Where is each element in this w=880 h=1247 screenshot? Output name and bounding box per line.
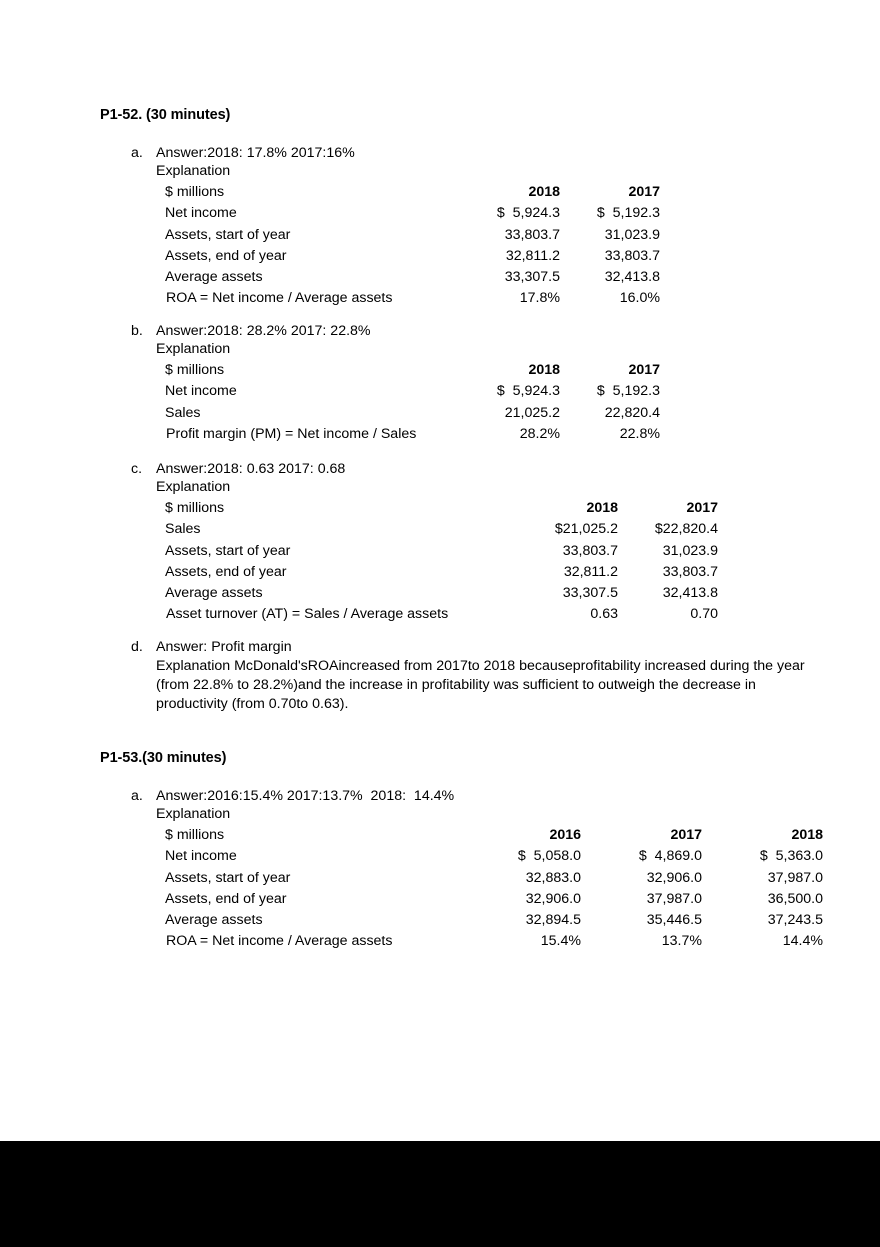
row-value: $ 5,192.3 bbox=[596, 383, 660, 400]
row-label: ROA = Net income / Average assets bbox=[166, 290, 393, 307]
row-value: 21,025.2 bbox=[504, 404, 560, 421]
row-value: $ 5,924.3 bbox=[496, 205, 560, 222]
part-explanation-label: Explanation bbox=[156, 341, 231, 357]
table-row bbox=[165, 889, 823, 910]
bottom-black-bar bbox=[0, 1141, 880, 1247]
part-explanation-label: Explanation bbox=[156, 163, 231, 179]
row-label: Assets, start of year bbox=[165, 869, 291, 886]
row-value: 32,811.2 bbox=[505, 247, 560, 264]
row-label: Average assets bbox=[165, 585, 263, 602]
row-value: $ 5,924.3 bbox=[496, 383, 560, 400]
part-marker: a. bbox=[131, 145, 143, 161]
table-header-row bbox=[165, 825, 823, 846]
row-label: ROA = Net income / Average assets bbox=[166, 933, 393, 950]
row-label: Asset turnover (AT) = Sales / Average assets bbox=[166, 606, 449, 623]
problem-heading-p1-53: P1-53.(30 minutes) bbox=[100, 750, 227, 766]
row-label: Profit margin (PM) = Net income / Sales bbox=[166, 425, 417, 442]
row-value: 32,883.0 bbox=[525, 869, 581, 886]
row-value: 33,803.7 bbox=[504, 226, 560, 243]
table-row-ratio bbox=[165, 604, 718, 625]
part-marker: c. bbox=[131, 461, 143, 477]
row-value: 32,413.8 bbox=[662, 585, 718, 602]
part-answer-text: Answer:2018: 0.63 2017: 0.68 bbox=[156, 461, 346, 477]
row-label: Net income bbox=[165, 383, 237, 400]
table-column-header: 2017 bbox=[628, 184, 660, 200]
financial-table bbox=[165, 360, 660, 445]
row-label: Sales bbox=[165, 521, 201, 538]
table-row bbox=[165, 541, 718, 562]
table-row-ratio bbox=[165, 424, 660, 445]
table-column-header: $ millions bbox=[165, 500, 225, 516]
row-label: Assets, start of year bbox=[165, 226, 291, 243]
row-value: 22,820.4 bbox=[604, 404, 660, 421]
part-marker: d. bbox=[131, 639, 143, 655]
part-explanation-label: Explanation bbox=[156, 479, 231, 495]
table-row bbox=[165, 225, 660, 246]
problem-heading-p1-52: P1-52. (30 minutes) bbox=[100, 107, 231, 123]
row-value: 33,803.7 bbox=[562, 542, 618, 559]
row-value: 33,803.7 bbox=[604, 247, 660, 264]
part-answer-text: Answer: Profit margin bbox=[156, 639, 292, 655]
row-value: 32,811.2 bbox=[563, 563, 618, 580]
table-row bbox=[165, 583, 718, 604]
part-answer-text: Answer:2018: 28.2% 2017: 22.8% bbox=[156, 323, 371, 339]
row-value: 13.7% bbox=[661, 933, 702, 950]
table-column-header: $ millions bbox=[165, 827, 225, 843]
part-marker: a. bbox=[131, 788, 143, 804]
row-value: 33,307.5 bbox=[504, 269, 560, 286]
table-row bbox=[165, 562, 718, 583]
row-value: 32,894.5 bbox=[525, 912, 581, 929]
row-value: 33,307.5 bbox=[562, 585, 618, 602]
row-value: 31,023.9 bbox=[662, 542, 718, 559]
part-explanation-label: Explanation bbox=[156, 806, 231, 822]
row-value: $ 4,869.0 bbox=[638, 848, 702, 865]
row-label: Assets, end of year bbox=[165, 247, 287, 264]
row-value: 31,023.9 bbox=[604, 226, 660, 243]
table-row bbox=[165, 846, 823, 867]
row-value: 16.0% bbox=[619, 290, 660, 307]
row-label: Assets, end of year bbox=[165, 563, 287, 580]
financial-table bbox=[165, 498, 718, 626]
table-row bbox=[165, 403, 660, 424]
row-label: Net income bbox=[165, 205, 237, 222]
table-column-header: $ millions bbox=[165, 362, 225, 378]
table-column-header: 2017 bbox=[628, 362, 660, 378]
row-value: 32,906.0 bbox=[646, 869, 702, 886]
part-explanation-paragraph: Explanation McDonald'sROAincreased from 2017to 2018 becauseprofitability increased during the year (from 22.8% to 28.2%)and the increase in profitability was sufficient to outweigh the decrease in productivity (from 0.70to 0.63). bbox=[156, 658, 805, 713]
table-header-row bbox=[165, 360, 660, 381]
row-value: 33,803.7 bbox=[662, 563, 718, 580]
row-value: 35,446.5 bbox=[646, 912, 702, 929]
row-value: 0.70 bbox=[690, 606, 718, 623]
row-value: 37,987.0 bbox=[767, 869, 823, 886]
table-row-ratio bbox=[165, 288, 660, 309]
row-value: 36,500.0 bbox=[767, 890, 823, 907]
row-value: 32,413.8 bbox=[604, 269, 660, 286]
table-row bbox=[165, 246, 660, 267]
row-value: 22.8% bbox=[619, 425, 660, 442]
financial-table bbox=[165, 825, 823, 953]
row-value: 28.2% bbox=[519, 425, 560, 442]
row-value: 14.4% bbox=[782, 933, 823, 950]
table-column-header: 2016 bbox=[549, 827, 581, 843]
table-column-header: 2018 bbox=[586, 500, 618, 516]
row-label: Average assets bbox=[165, 269, 263, 286]
row-value: 37,243.5 bbox=[767, 912, 823, 929]
part-answer-text: Answer:2016:15.4% 2017:13.7% 2018: 14.4% bbox=[156, 788, 455, 804]
table-row bbox=[165, 267, 660, 288]
table-column-header: 2018 bbox=[528, 362, 560, 378]
table-row bbox=[165, 203, 660, 224]
row-value: 15.4% bbox=[540, 933, 581, 950]
row-value: $21,025.2 bbox=[554, 521, 618, 538]
table-column-header: 2018 bbox=[528, 184, 560, 200]
table-row bbox=[165, 381, 660, 402]
row-value: $ 5,058.0 bbox=[517, 848, 581, 865]
table-header-row bbox=[165, 498, 718, 519]
table-row bbox=[165, 868, 823, 889]
row-label: Sales bbox=[165, 404, 201, 421]
row-value: 0.63 bbox=[590, 606, 618, 623]
part-answer-text: Answer:2018: 17.8% 2017:16% bbox=[156, 145, 355, 161]
table-column-header: 2017 bbox=[686, 500, 718, 516]
row-value: 17.8% bbox=[519, 290, 560, 307]
financial-table bbox=[165, 182, 660, 310]
table-column-header: 2017 bbox=[670, 827, 702, 843]
row-value: $ 5,363.0 bbox=[759, 848, 823, 865]
table-column-header: 2018 bbox=[791, 827, 823, 843]
row-value: $ 5,192.3 bbox=[596, 205, 660, 222]
table-header-row bbox=[165, 182, 660, 203]
row-label: Assets, end of year bbox=[165, 890, 287, 907]
row-value: 37,987.0 bbox=[646, 890, 702, 907]
part-marker: b. bbox=[131, 323, 143, 339]
table-row bbox=[165, 910, 823, 931]
table-column-header: $ millions bbox=[165, 184, 225, 200]
table-row-ratio bbox=[165, 931, 823, 952]
row-value: $22,820.4 bbox=[654, 521, 718, 538]
table-row bbox=[165, 519, 718, 540]
row-value: 32,906.0 bbox=[525, 890, 581, 907]
row-label: Assets, start of year bbox=[165, 542, 291, 559]
row-label: Net income bbox=[165, 848, 237, 865]
row-label: Average assets bbox=[165, 912, 263, 929]
